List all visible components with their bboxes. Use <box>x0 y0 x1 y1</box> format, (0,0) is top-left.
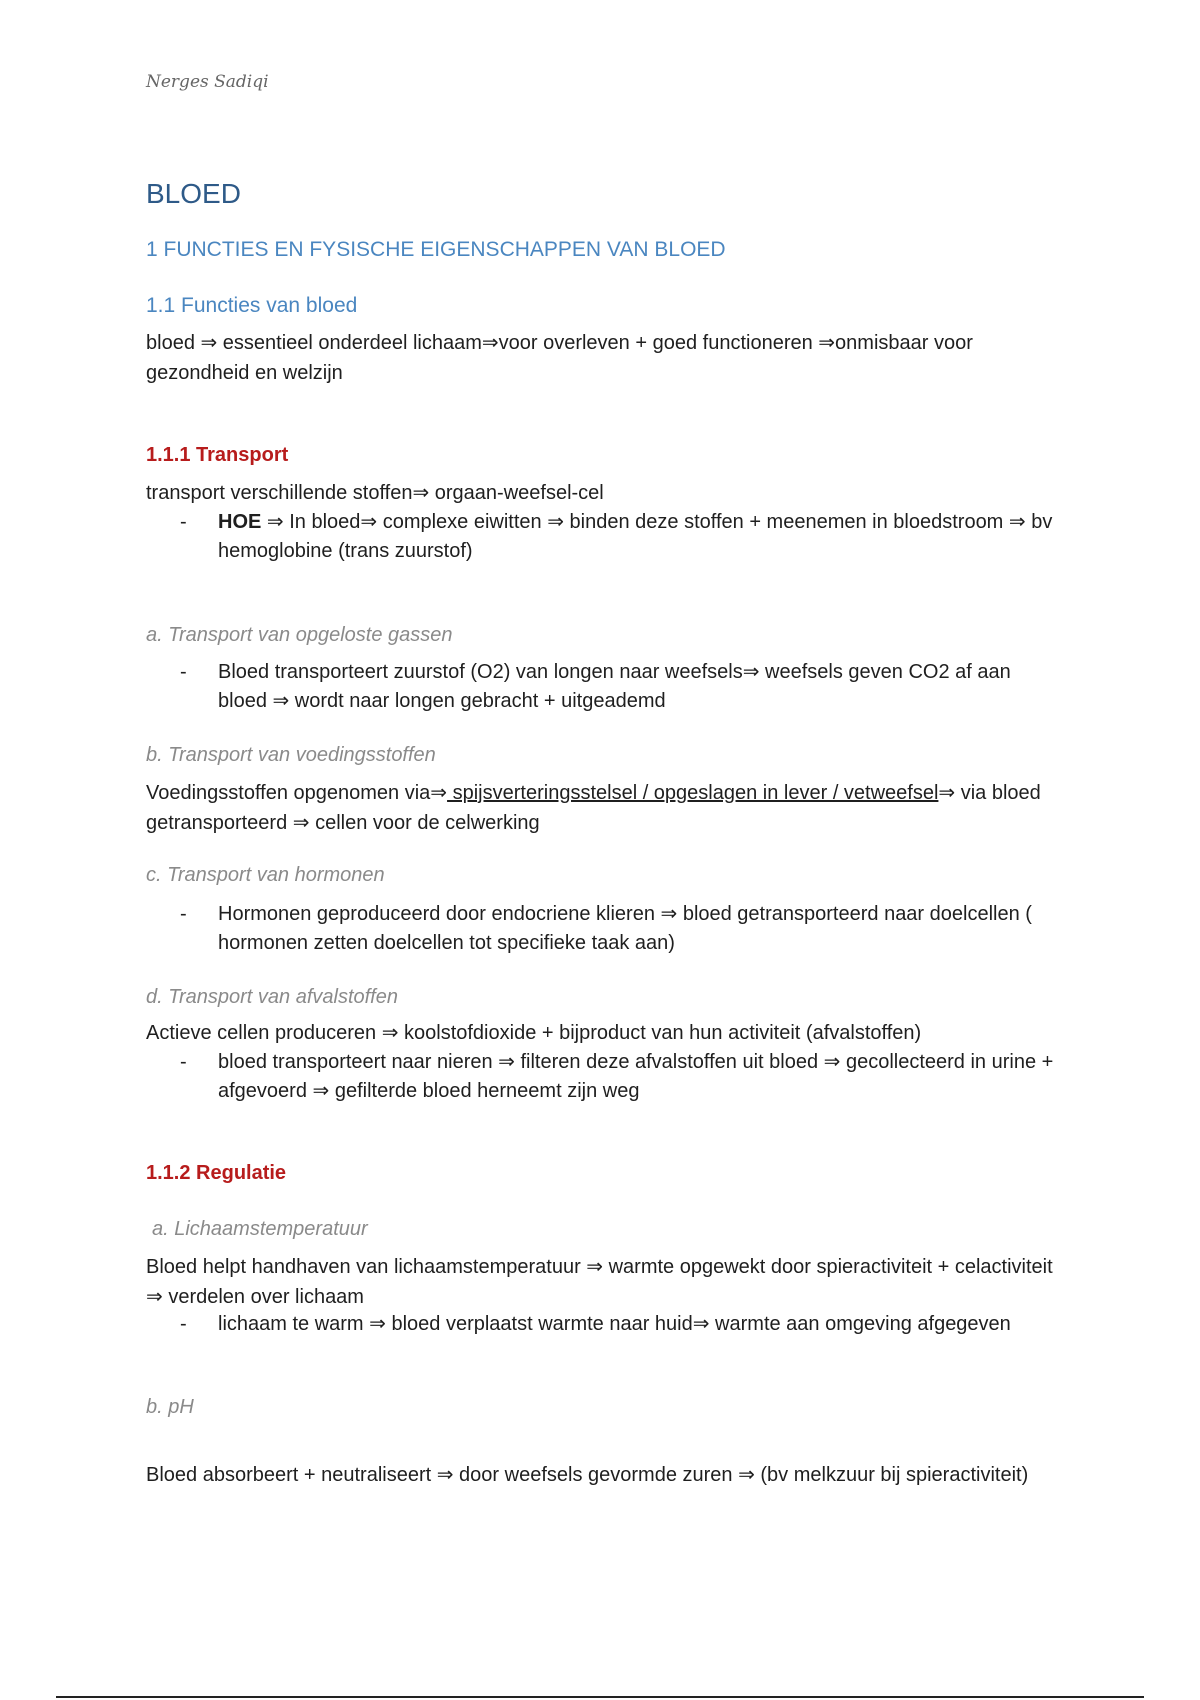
temperature-bullet-text: lichaam te warm ⇒ bloed verplaatst warmte naar huid⇒ warmte aan omgeving afgegeven <box>218 1313 1011 1335</box>
hoe-label: HOE <box>218 511 262 533</box>
section-heading-1-1: 1.1 Functies van bloed <box>146 294 358 317</box>
transport-waste-heading: d. Transport van afvalstoffen <box>146 986 398 1008</box>
section-heading-1: 1 FUNCTIES EN FYSISCHE EIGENSCHAPPEN VAN BLOED <box>146 238 726 261</box>
transport-waste-text: Actieve cellen produceren ⇒ koolstofdioxide + bijproduct van hun activiteit (afvalstoffen) <box>146 1022 922 1044</box>
bullet-dash: - <box>180 903 187 925</box>
transport-bullet <box>180 508 1060 566</box>
transport-hormones-bullet <box>180 900 1060 958</box>
temperature-heading: a. Lichaamstemperatuur <box>152 1218 368 1240</box>
nutrients-text-start: Voedingsstoffen opgenomen via⇒ <box>146 782 448 804</box>
transport-text: transport verschillende stoffen⇒ orgaan-weefsel-cel <box>146 482 604 504</box>
transport-gases-bullet <box>180 658 1060 716</box>
nutrients-text-underlined: spijsverteringsstelsel / opgeslagen in lever / vetweefsel <box>447 782 939 804</box>
transport-nutrients-heading: b. Transport van voedingsstoffen <box>146 744 436 766</box>
transport-heading: 1.1.1 Transport <box>146 444 289 466</box>
transport-waste-bullet-text: bloed transporteert naar nieren ⇒ filteren deze afvalstoffen uit bloed ⇒ gecollecteerd in urine + afgevoerd ⇒ gefilterde bloed herneemt zijn weg <box>218 1051 1054 1102</box>
temperature-bullet <box>180 1310 1060 1339</box>
footer-rule <box>56 1696 1144 1698</box>
transport-gases-heading: a. Transport van opgeloste gassen <box>146 624 453 646</box>
transport-hormones-text: Hormonen geproduceerd door endocriene klieren ⇒ bloed getransporteerd naar doelcellen ( hormonen zetten doelcellen tot specifieke taak aan) <box>218 903 1032 954</box>
temperature-text: Bloed helpt handhaven van lichaamstemperatuur ⇒ warmte opgewekt door spieractiviteit + celactiviteit ⇒ verdelen over lichaam <box>146 1256 1053 1308</box>
bullet-dash: - <box>180 511 187 533</box>
transport-nutrients-text <box>146 778 1066 838</box>
bullet-dash: - <box>180 1313 187 1335</box>
regulatie-heading: 1.1.2 Regulatie <box>146 1162 287 1184</box>
bullet-dash: - <box>180 661 187 683</box>
transport-waste-bullet <box>180 1048 1060 1106</box>
author-name: Nerges Sadiqi <box>146 72 269 92</box>
transport-gases-text: Bloed transporteert zuurstof (O2) van longen naar weefsels⇒ weefsels geven CO2 af aan bloed ⇒ wordt naar longen gebracht + uitgeademd <box>218 661 1011 712</box>
transport-bullet-text: ⇒ In bloed⇒ complexe eiwitten ⇒ binden deze stoffen + meenemen in bloedstroom ⇒ bv hemoglobine (trans zuurstof) <box>218 511 1053 562</box>
transport-hormones-heading: c. Transport van hormonen <box>146 864 385 886</box>
bullet-dash: - <box>180 1051 187 1073</box>
ph-text: Bloed absorbeert + neutraliseert ⇒ door weefsels gevormde zuren ⇒ (bv melkzuur bij spieractiviteit) <box>146 1464 1029 1486</box>
ph-heading: b. pH <box>146 1396 194 1418</box>
intro-paragraph: bloed ⇒ essentieel onderdeel lichaam⇒voor overleven + goed functioneren ⇒onmisbaar voor gezondheid en welzijn <box>146 332 973 384</box>
nutrients-text-end: ⇒ via bloed getransporteerd ⇒ cellen voor de celwerking <box>146 782 1041 834</box>
page-title: BLOED <box>146 178 241 209</box>
